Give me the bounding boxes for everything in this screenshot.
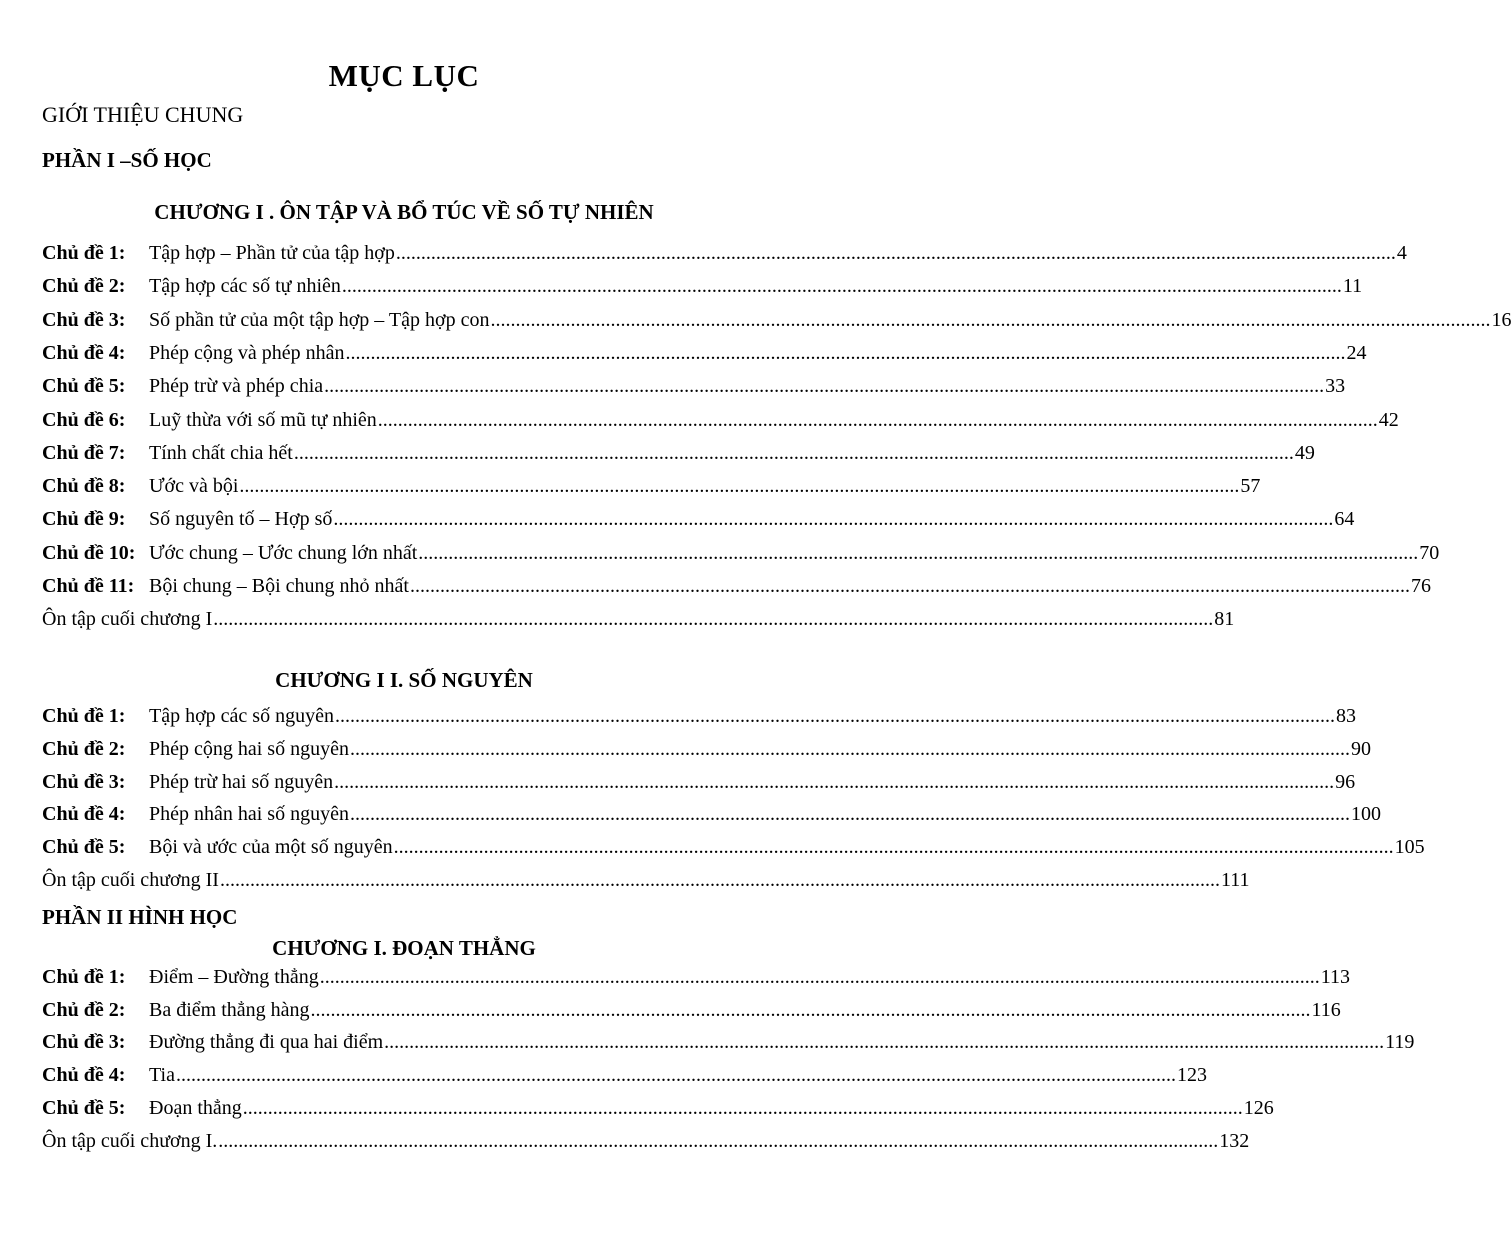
toc-leader-dots: ........................................................................................................................................................................................................ [213, 608, 1214, 631]
intro-heading: GIỚI THIỆU CHUNG [42, 102, 244, 127]
toc-entry-title: Ba điểm thẳng hàng [149, 998, 310, 1021]
toc-entry-title: Bội chung – Bội chung nhỏ nhất [149, 575, 409, 597]
toc-entry-title: Phép nhân hai số nguyên [149, 803, 349, 826]
toc-entry[interactable] [42, 508, 1355, 538]
toc-entry[interactable] [42, 966, 1350, 996]
toc-entry-page: 105 [1394, 836, 1425, 859]
toc-entry-number: Chủ đề 3: [42, 770, 126, 793]
toc-leader-dots: ........................................................................................................................................................................................................ [218, 1129, 1219, 1152]
toc-entry[interactable] [42, 375, 1346, 405]
toc-entry-page: 123 [1176, 1064, 1207, 1087]
toc-leader-dots: ........................................................................................................................................................................................................ [319, 966, 1320, 988]
toc-entry[interactable] [42, 770, 1356, 801]
toc-entry-number: Chủ đề 5: [42, 1096, 126, 1119]
toc-entry[interactable] [42, 608, 1235, 638]
toc-entry[interactable] [42, 541, 1440, 572]
toc-leader-dots: ........................................................................................................................................................................................................ [293, 441, 1294, 464]
part2-heading: PHẦN II HÌNH HỌC [42, 905, 238, 929]
toc-entry[interactable] [42, 869, 1250, 899]
toc-entry-number: Chủ đề 2: [42, 737, 126, 760]
toc-leader-dots: ........................................................................................................................................................................................................ [418, 541, 1419, 564]
toc-entry-page: 76 [1410, 575, 1431, 597]
toc-leader-dots: ........................................................................................................................................................................................................ [242, 1096, 1243, 1119]
toc-leader-dots: ........................................................................................................................................................................................................ [334, 705, 1335, 727]
toc-entry-page: 81 [1214, 608, 1235, 631]
toc-leader-dots: ........................................................................................................................................................................................................ [345, 341, 1346, 364]
toc-entry-page: 100 [1350, 803, 1381, 826]
toc-entry-number: Chủ đề 11: [42, 575, 135, 597]
toc-entry-page: 57 [1240, 475, 1261, 498]
toc-leader-dots: ........................................................................................................................................................................................................ [324, 375, 1325, 398]
toc-leader-dots: ........................................................................................................................................................................................................ [395, 242, 1396, 264]
toc-entry[interactable] [42, 998, 1341, 1029]
toc-entry-number: Chủ đề 5: [42, 836, 126, 859]
toc-entry-number: Chủ đề 9: [42, 508, 126, 531]
toc-entry-page: 49 [1294, 441, 1315, 464]
toc-entry-title: Phép trừ và phép chia [149, 375, 324, 398]
toc-entry[interactable] [42, 737, 1371, 768]
toc-entry[interactable] [42, 575, 1431, 605]
toc-entry-title: Tập hợp – Phần tử của tập hợp [149, 242, 395, 264]
toc-leader-dots: ........................................................................................................................................................................................................ [219, 869, 1220, 891]
toc-entry-title: Phép cộng hai số nguyên [149, 737, 349, 760]
toc-entry-number: Chủ đề 4: [42, 1064, 126, 1087]
toc-leader-dots: ........................................................................................................................................................................................................ [175, 1064, 1176, 1087]
toc-entry-page: 11 [1342, 275, 1363, 298]
toc-entry-number: Chủ đề 3: [42, 308, 126, 331]
toc-entry-page: 116 [1311, 998, 1341, 1021]
toc-leader-dots: ........................................................................................................................................................................................................ [310, 998, 1311, 1021]
toc-leader-dots: ........................................................................................................................................................................................................ [333, 508, 1334, 531]
toc-entry-number: Chủ đề 1: [42, 705, 126, 727]
toc-entry-page: 96 [1335, 770, 1356, 793]
toc-entry-page: 90 [1350, 737, 1371, 760]
toc-entry-title: Ôn tập cuối chương I. [42, 1129, 218, 1152]
toc-entry-page: 16 [1491, 308, 1511, 331]
toc-entry[interactable] [42, 475, 1261, 505]
toc-leader-dots: ........................................................................................................................................................................................................ [349, 803, 1350, 826]
toc-entry-title: Phép cộng và phép nhân [149, 341, 345, 364]
toc-entry[interactable] [42, 275, 1363, 305]
toc-entry[interactable] [42, 408, 1399, 439]
toc-entry-title: Đoạn thẳng [149, 1096, 242, 1119]
toc-entry[interactable] [42, 1064, 1207, 1094]
toc-entry-title: Ôn tập cuối chương I [42, 608, 213, 631]
toc-entry-title: Tập hợp các số nguyên [149, 705, 334, 727]
toc-entry-page: 119 [1385, 1031, 1415, 1054]
toc-entry-number: Chủ đề 8: [42, 475, 126, 498]
part1-chapter1-heading: CHƯƠNG I . ÔN TẬP VÀ BỔ TÚC VỀ SỐ TỰ NHIÊN [154, 200, 654, 224]
toc-entry-page: 42 [1378, 408, 1399, 431]
toc-entry-number: Chủ đề 2: [42, 275, 126, 298]
toc-entry-title: Ước và bội [149, 475, 239, 498]
toc-entry-number: Chủ đề 10: [42, 541, 136, 564]
toc-entry[interactable] [42, 1096, 1274, 1127]
toc-entry[interactable] [42, 1129, 1250, 1160]
toc-leader-dots: ........................................................................................................................................................................................................ [377, 408, 1378, 431]
toc-leader-dots: ........................................................................................................................................................................................................ [409, 575, 1410, 597]
toc-leader-dots: ........................................................................................................................................................................................................ [393, 836, 1394, 859]
toc-entry-page: 33 [1325, 375, 1346, 398]
toc-leader-dots: ........................................................................................................................................................................................................ [349, 737, 1350, 760]
toc-leader-dots: ........................................................................................................................................................................................................ [341, 275, 1342, 298]
toc-entry-page: 83 [1335, 705, 1356, 727]
toc-entry-title: Tập hợp các số tự nhiên [149, 275, 341, 298]
part1-heading: PHẦN I –SỐ HỌC [42, 148, 212, 172]
toc-entry-page: 4 [1396, 242, 1407, 264]
toc-entry-title: Số nguyên tố – Hợp số [149, 508, 333, 531]
toc-entry[interactable] [42, 441, 1315, 472]
toc-leader-dots: ........................................................................................................................................................................................................ [239, 475, 1240, 498]
toc-entry-title: Đường thẳng đi qua hai điểm [149, 1031, 384, 1054]
toc-entry[interactable] [42, 836, 1425, 866]
toc-leader-dots: ........................................................................................................................................................................................................ [384, 1031, 1385, 1054]
toc-entry[interactable] [42, 308, 1511, 339]
toc-leader-dots: ........................................................................................................................................................................................................ [334, 770, 1335, 793]
toc-entry-title: Phép trừ hai số nguyên [149, 770, 334, 793]
toc-entry-page: 132 [1219, 1129, 1250, 1152]
toc-entry-number: Chủ đề 7: [42, 441, 126, 464]
toc-entry-number: Chủ đề 4: [42, 803, 126, 826]
toc-entry-number: Chủ đề 2: [42, 998, 126, 1021]
toc-entry[interactable] [42, 803, 1381, 833]
page-title: MỤC LỤC [328, 58, 480, 93]
toc-entry-number: Chủ đề 5: [42, 375, 126, 398]
toc-entry-title: Tia [149, 1064, 175, 1087]
toc-entry-page: 113 [1320, 966, 1350, 988]
toc-entry-number: Chủ đề 1: [42, 966, 126, 988]
toc-entry-number: Chủ đề 3: [42, 1031, 126, 1054]
toc-entry-page: 111 [1220, 869, 1250, 891]
part2-chapter1-heading: CHƯƠNG I. ĐOẠN THẲNG [272, 936, 536, 960]
toc-entry-title: Luỹ thừa với số mũ tự nhiên [149, 408, 377, 431]
toc-entry-page: 126 [1243, 1096, 1274, 1119]
part1-chapter2-heading: CHƯƠNG I I. SỐ NGUYÊN [275, 668, 533, 692]
toc-entry-number: Chủ đề 6: [42, 408, 126, 431]
toc-entry-title: Số phần tử của một tập hợp – Tập hợp con [149, 308, 490, 331]
toc-entry-page: 64 [1334, 508, 1355, 531]
toc-entry[interactable] [42, 242, 1407, 272]
toc-entry[interactable] [42, 341, 1367, 372]
toc-entry-page: 70 [1419, 541, 1440, 564]
toc-entry[interactable] [42, 705, 1356, 735]
toc-entry-title: Ước chung – Ước chung lớn nhất [149, 541, 418, 564]
toc-entry-title: Điểm – Đường thẳng [149, 966, 319, 988]
toc-entry-title: Bội và ước của một số nguyên [149, 836, 393, 859]
toc-entry[interactable] [42, 1031, 1415, 1061]
toc-entry-title: Tính chất chia hết [149, 441, 293, 464]
toc-leader-dots: ........................................................................................................................................................................................................ [490, 308, 1491, 331]
toc-entry-page: 24 [1346, 341, 1367, 364]
toc-entry-number: Chủ đề 4: [42, 341, 126, 364]
toc-entry-title: Ôn tập cuối chương II [42, 869, 219, 891]
toc-entry-number: Chủ đề 1: [42, 242, 126, 264]
